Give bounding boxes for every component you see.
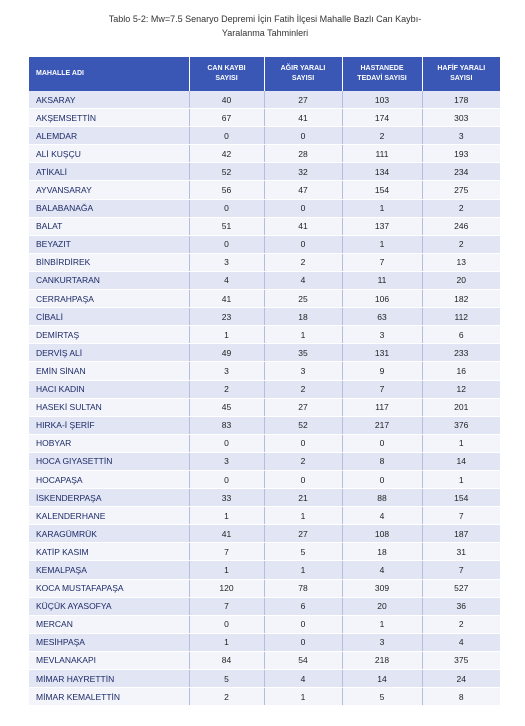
neighborhood-cell: MESİHPAŞA — [29, 633, 189, 651]
neighborhood-cell: HOCA GIYASETTİN — [29, 452, 189, 470]
table-row — [29, 489, 500, 507]
table-row — [29, 145, 500, 163]
severe-injuries-cell: 21 — [264, 489, 342, 507]
severe-injuries-cell: 18 — [264, 308, 342, 326]
deaths-cell: 0 — [189, 470, 264, 488]
table-row — [29, 688, 500, 706]
severe-injuries-cell: 0 — [264, 434, 342, 452]
neighborhood-cell: ALEMDAR — [29, 127, 189, 145]
light-injuries-cell: 187 — [422, 525, 500, 543]
header-light-injuries — [422, 57, 500, 91]
light-injuries-cell: 246 — [422, 217, 500, 235]
table-row — [29, 597, 500, 615]
table-caption — [30, 12, 500, 40]
header-light-line-2: SAYISI — [450, 75, 473, 82]
table-row — [29, 163, 500, 181]
hospital-treatment-cell: 218 — [342, 651, 422, 669]
neighborhood-cell: DERVİŞ ALİ — [29, 344, 189, 362]
deaths-cell: 0 — [189, 199, 264, 217]
hospital-treatment-cell: 309 — [342, 579, 422, 597]
light-injuries-cell: 233 — [422, 344, 500, 362]
deaths-cell: 120 — [189, 579, 264, 597]
table-row — [29, 253, 500, 271]
light-injuries-cell: 1 — [422, 470, 500, 488]
header-severe-injuries — [264, 57, 342, 91]
severe-injuries-cell: 41 — [264, 217, 342, 235]
neighborhood-cell: HASEKİ SULTAN — [29, 398, 189, 416]
severe-injuries-cell: 47 — [264, 181, 342, 199]
deaths-cell: 52 — [189, 163, 264, 181]
table-row — [29, 362, 500, 380]
neighborhood-cell: EMİN SİNAN — [29, 362, 189, 380]
table-row — [29, 181, 500, 199]
deaths-cell: 23 — [189, 308, 264, 326]
table-row — [29, 470, 500, 488]
header-severe-line-2: SAYISI — [291, 75, 315, 82]
hospital-treatment-cell: 117 — [342, 398, 422, 416]
light-injuries-cell: 154 — [422, 489, 500, 507]
severe-injuries-cell: 1 — [264, 507, 342, 525]
caption-line-2: Yaralanma Tahminleri — [221, 28, 309, 38]
severe-injuries-cell: 0 — [264, 615, 342, 633]
hospital-treatment-cell: 7 — [342, 253, 422, 271]
light-injuries-cell: 1 — [422, 434, 500, 452]
light-injuries-cell: 13 — [422, 253, 500, 271]
table-row — [29, 326, 500, 344]
light-injuries-cell: 182 — [422, 290, 500, 308]
neighborhood-cell: AYVANSARAY — [29, 181, 189, 199]
deaths-cell: 7 — [189, 543, 264, 561]
hospital-treatment-cell: 4 — [342, 561, 422, 579]
hospital-treatment-cell: 18 — [342, 543, 422, 561]
severe-injuries-cell: 54 — [264, 651, 342, 669]
deaths-cell: 83 — [189, 416, 264, 434]
neighborhood-cell: AKSARAY — [29, 91, 189, 109]
deaths-cell: 7 — [189, 597, 264, 615]
deaths-cell: 49 — [189, 344, 264, 362]
hospital-treatment-cell: 4 — [342, 507, 422, 525]
severe-injuries-cell: 1 — [264, 688, 342, 706]
deaths-cell: 0 — [189, 434, 264, 452]
hospital-treatment-cell: 134 — [342, 163, 422, 181]
table-header-row — [29, 57, 500, 91]
light-injuries-cell: 201 — [422, 398, 500, 416]
light-injuries-cell: 14 — [422, 452, 500, 470]
light-injuries-cell: 4 — [422, 633, 500, 651]
header-severe-line-1: AĞIR YARALI — [280, 65, 326, 72]
header-neighborhood — [29, 57, 189, 91]
hospital-treatment-cell: 0 — [342, 470, 422, 488]
light-injuries-cell: 3 — [422, 127, 500, 145]
severe-injuries-cell: 0 — [264, 470, 342, 488]
header-hospital-line-2: TEDAVİ SAYISI — [357, 75, 407, 82]
severe-injuries-cell: 3 — [264, 362, 342, 380]
severe-injuries-cell: 0 — [264, 199, 342, 217]
severe-injuries-cell: 4 — [264, 271, 342, 289]
severe-injuries-cell: 27 — [264, 91, 342, 109]
light-injuries-cell: 178 — [422, 91, 500, 109]
light-injuries-cell: 7 — [422, 507, 500, 525]
header-deaths-line-2: SAYISI — [215, 75, 238, 82]
light-injuries-cell: 527 — [422, 579, 500, 597]
deaths-cell: 2 — [189, 688, 264, 706]
table-row — [29, 271, 500, 289]
severe-injuries-cell: 1 — [264, 326, 342, 344]
header-deaths-line-1: CAN KAYBI — [207, 65, 246, 72]
hospital-treatment-cell: 8 — [342, 452, 422, 470]
hospital-treatment-cell: 14 — [342, 670, 422, 688]
table-body — [29, 91, 500, 706]
severe-injuries-cell: 25 — [264, 290, 342, 308]
caption-line-1: Tablo 5-2: Mw=7.5 Senaryo Depremi İçin Fatih İlçesi Mahalle Bazlı Can Kaybı- — [108, 14, 422, 24]
neighborhood-cell: CANKURTARAN — [29, 271, 189, 289]
light-injuries-cell: 193 — [422, 145, 500, 163]
neighborhood-cell: KOCA MUSTAFAPAŞA — [29, 579, 189, 597]
hospital-treatment-cell: 217 — [342, 416, 422, 434]
table-row — [29, 380, 500, 398]
light-injuries-cell: 12 — [422, 380, 500, 398]
hospital-treatment-cell: 11 — [342, 271, 422, 289]
severe-injuries-cell: 6 — [264, 597, 342, 615]
light-injuries-cell: 2 — [422, 199, 500, 217]
neighborhood-cell: CİBALİ — [29, 308, 189, 326]
neighborhood-cell: MİMAR KEMALETTİN — [29, 688, 189, 706]
hospital-treatment-cell: 1 — [342, 615, 422, 633]
hospital-treatment-cell: 1 — [342, 235, 422, 253]
deaths-cell: 41 — [189, 290, 264, 308]
neighborhood-cell: KARAGÜMRÜK — [29, 525, 189, 543]
hospital-treatment-cell: 3 — [342, 633, 422, 651]
deaths-cell: 56 — [189, 181, 264, 199]
hospital-treatment-cell: 106 — [342, 290, 422, 308]
severe-injuries-cell: 27 — [264, 398, 342, 416]
table-row — [29, 525, 500, 543]
table-row — [29, 416, 500, 434]
header-neighborhood-label: MAHALLE ADI — [36, 70, 84, 77]
casualty-table — [29, 57, 500, 706]
hospital-treatment-cell: 5 — [342, 688, 422, 706]
deaths-cell: 42 — [189, 145, 264, 163]
deaths-cell: 3 — [189, 253, 264, 271]
hospital-treatment-cell: 1 — [342, 199, 422, 217]
neighborhood-cell: MEVLANAKAPI — [29, 651, 189, 669]
table-row — [29, 561, 500, 579]
severe-injuries-cell: 35 — [264, 344, 342, 362]
hospital-treatment-cell: 7 — [342, 380, 422, 398]
neighborhood-cell: MİMAR HAYRETTİN — [29, 670, 189, 688]
deaths-cell: 1 — [189, 633, 264, 651]
hospital-treatment-cell: 137 — [342, 217, 422, 235]
light-injuries-cell: 2 — [422, 615, 500, 633]
severe-injuries-cell: 0 — [264, 127, 342, 145]
deaths-cell: 51 — [189, 217, 264, 235]
table-row — [29, 615, 500, 633]
severe-injuries-cell: 2 — [264, 452, 342, 470]
hospital-treatment-cell: 2 — [342, 127, 422, 145]
deaths-cell: 33 — [189, 489, 264, 507]
table-row — [29, 235, 500, 253]
hospital-treatment-cell: 174 — [342, 109, 422, 127]
light-injuries-cell: 2 — [422, 235, 500, 253]
neighborhood-cell: DEMİRTAŞ — [29, 326, 189, 344]
neighborhood-cell: HOCAPAŞA — [29, 470, 189, 488]
header-deaths — [189, 57, 264, 91]
header-hospital-line-1: HASTANEDE — [360, 65, 404, 72]
severe-injuries-cell: 2 — [264, 253, 342, 271]
severe-injuries-cell: 5 — [264, 543, 342, 561]
neighborhood-cell: BALAT — [29, 217, 189, 235]
header-light-line-1: HAFİF YARALI — [437, 65, 486, 72]
deaths-cell: 45 — [189, 398, 264, 416]
table-row — [29, 543, 500, 561]
light-injuries-cell: 7 — [422, 561, 500, 579]
table-row — [29, 308, 500, 326]
neighborhood-cell: MERCAN — [29, 615, 189, 633]
neighborhood-cell: İSKENDERPAŞA — [29, 489, 189, 507]
deaths-cell: 5 — [189, 670, 264, 688]
table-row — [29, 507, 500, 525]
severe-injuries-cell: 78 — [264, 579, 342, 597]
hospital-treatment-cell: 63 — [342, 308, 422, 326]
deaths-cell: 1 — [189, 326, 264, 344]
severe-injuries-cell: 1 — [264, 561, 342, 579]
neighborhood-cell: HOBYAR — [29, 434, 189, 452]
severe-injuries-cell: 2 — [264, 380, 342, 398]
deaths-cell: 3 — [189, 452, 264, 470]
deaths-cell: 40 — [189, 91, 264, 109]
deaths-cell: 84 — [189, 651, 264, 669]
severe-injuries-cell: 0 — [264, 235, 342, 253]
light-injuries-cell: 303 — [422, 109, 500, 127]
hospital-treatment-cell: 9 — [342, 362, 422, 380]
header-hospital-treatment — [342, 57, 422, 91]
neighborhood-cell: AKŞEMSETTİN — [29, 109, 189, 127]
table-row — [29, 109, 500, 127]
light-injuries-cell: 376 — [422, 416, 500, 434]
hospital-treatment-cell: 131 — [342, 344, 422, 362]
hospital-treatment-cell: 108 — [342, 525, 422, 543]
neighborhood-cell: CERRAHPAŞA — [29, 290, 189, 308]
hospital-treatment-cell: 111 — [342, 145, 422, 163]
deaths-cell: 2 — [189, 380, 264, 398]
neighborhood-cell: KALENDERHANE — [29, 507, 189, 525]
neighborhood-cell: ATİKALİ — [29, 163, 189, 181]
light-injuries-cell: 16 — [422, 362, 500, 380]
severe-injuries-cell: 52 — [264, 416, 342, 434]
light-injuries-cell: 36 — [422, 597, 500, 615]
table-row — [29, 344, 500, 362]
hospital-treatment-cell: 88 — [342, 489, 422, 507]
light-injuries-cell: 234 — [422, 163, 500, 181]
severe-injuries-cell: 4 — [264, 670, 342, 688]
table-row — [29, 91, 500, 109]
light-injuries-cell: 375 — [422, 651, 500, 669]
neighborhood-cell: HACI KADIN — [29, 380, 189, 398]
hospital-treatment-cell: 3 — [342, 326, 422, 344]
neighborhood-cell: KATİP KASIM — [29, 543, 189, 561]
hospital-treatment-cell: 154 — [342, 181, 422, 199]
table-row — [29, 398, 500, 416]
table-row — [29, 290, 500, 308]
table-row — [29, 651, 500, 669]
table-row — [29, 670, 500, 688]
table-row — [29, 217, 500, 235]
severe-injuries-cell: 0 — [264, 633, 342, 651]
severe-injuries-cell: 28 — [264, 145, 342, 163]
neighborhood-cell: ALİ KUŞÇU — [29, 145, 189, 163]
table-row — [29, 633, 500, 651]
neighborhood-cell: HIRKA-İ ŞERİF — [29, 416, 189, 434]
table-row — [29, 434, 500, 452]
deaths-cell: 1 — [189, 561, 264, 579]
table-row — [29, 579, 500, 597]
deaths-cell: 3 — [189, 362, 264, 380]
light-injuries-cell: 31 — [422, 543, 500, 561]
hospital-treatment-cell: 0 — [342, 434, 422, 452]
light-injuries-cell: 24 — [422, 670, 500, 688]
neighborhood-cell: KEMALPAŞA — [29, 561, 189, 579]
deaths-cell: 4 — [189, 271, 264, 289]
deaths-cell: 0 — [189, 615, 264, 633]
table-row — [29, 127, 500, 145]
deaths-cell: 67 — [189, 109, 264, 127]
light-injuries-cell: 6 — [422, 326, 500, 344]
severe-injuries-cell: 32 — [264, 163, 342, 181]
hospital-treatment-cell: 20 — [342, 597, 422, 615]
neighborhood-cell: BEYAZIT — [29, 235, 189, 253]
deaths-cell: 0 — [189, 127, 264, 145]
neighborhood-cell: BALABANAĞA — [29, 199, 189, 217]
hospital-treatment-cell: 103 — [342, 91, 422, 109]
light-injuries-cell: 112 — [422, 308, 500, 326]
deaths-cell: 41 — [189, 525, 264, 543]
table-row — [29, 199, 500, 217]
severe-injuries-cell: 27 — [264, 525, 342, 543]
severe-injuries-cell: 41 — [264, 109, 342, 127]
light-injuries-cell: 275 — [422, 181, 500, 199]
light-injuries-cell: 8 — [422, 688, 500, 706]
neighborhood-cell: BİNBİRDİREK — [29, 253, 189, 271]
neighborhood-cell: KÜÇÜK AYASOFYA — [29, 597, 189, 615]
light-injuries-cell: 20 — [422, 271, 500, 289]
deaths-cell: 1 — [189, 507, 264, 525]
table-row — [29, 452, 500, 470]
deaths-cell: 0 — [189, 235, 264, 253]
